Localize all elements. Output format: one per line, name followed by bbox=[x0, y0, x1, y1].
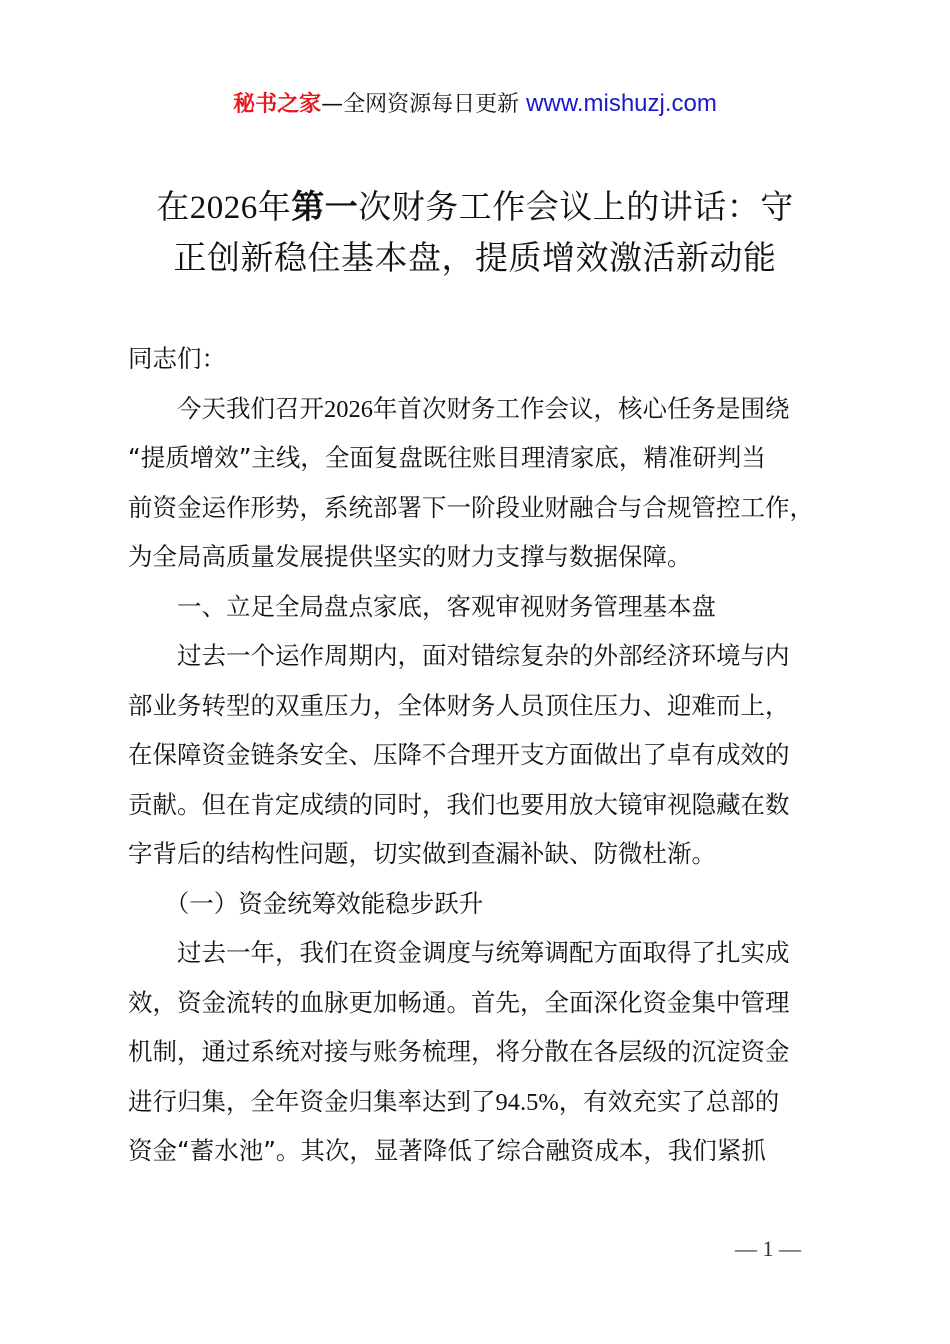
title-text: 次财务工作会议上的讲话：守 bbox=[358, 187, 794, 226]
paragraph-text: ，有效充实了总部的 bbox=[558, 1086, 780, 1116]
paragraph-line: 资金“蓄水池”。其次，显著降低了综合融资成本，我们紧抓 bbox=[128, 1136, 766, 1165]
salutation: 同志们： bbox=[128, 344, 226, 373]
document-title bbox=[100, 182, 850, 283]
paragraph-line: 机制，通过系统对接与账务梳理，将分散在各层级的沉淀资金 bbox=[128, 1037, 790, 1066]
paragraph-line bbox=[128, 1077, 838, 1127]
title-bold-text: 第一 bbox=[291, 187, 359, 226]
banner-tagline: —全网资源每日更新 bbox=[321, 92, 520, 117]
paragraph-line: 为全局高质量发展提供坚实的财力支撑与数据保障。 bbox=[128, 542, 692, 571]
title-text: 在 bbox=[156, 187, 190, 226]
paragraph-line: 前资金运作形势，系统部署下一阶段业财融合与合规管控工作， bbox=[128, 492, 814, 522]
paragraph-text: 年首次财务工作会议，核心任务是围绕 bbox=[373, 393, 790, 423]
paragraph-line: “提质增效”主线，全面复盘既往账目理清家底，精准研判当 bbox=[128, 443, 766, 472]
title-line-2: 正创新稳住基本盘，提质增效激活新动能 bbox=[173, 238, 777, 277]
paragraph-line: 过去一个运作周期内，面对错综复杂的外部经济环境与内 bbox=[128, 641, 790, 670]
year-number: 2026 bbox=[324, 395, 373, 423]
brand-name: 秘书之家 bbox=[233, 92, 322, 117]
paragraph-line: 字背后的结构性问题，切实做到查漏补缺、防微杜渐。 bbox=[128, 839, 716, 868]
paragraph-line: 效，资金流转的血脉更加畅通。首先，全面深化资金集中管理 bbox=[128, 987, 790, 1017]
title-text: 年 bbox=[257, 187, 292, 226]
title-line-1 bbox=[100, 182, 850, 233]
site-banner bbox=[0, 86, 950, 123]
paragraph-text: 今天我们召开 bbox=[128, 393, 324, 423]
paragraph-text: 进行归集，全年资金归集率达到了 bbox=[128, 1086, 496, 1116]
section-heading: 一、立足全局盘点家底，客观审视财务管理基本盘 bbox=[128, 591, 716, 621]
paragraph-line: 在保障资金链条安全、压降不合理开支方面做出了卓有成效的 bbox=[128, 740, 790, 769]
percentage-value: 94.5% bbox=[495, 1088, 559, 1116]
paragraph-line: 贡献。但在肯定成绩的同时，我们也要用放大镜审视隐藏在数 bbox=[128, 789, 790, 819]
paragraph-line bbox=[128, 384, 838, 434]
page-number: — 1 — bbox=[735, 1236, 801, 1261]
paragraph-line: 部业务转型的双重压力，全体财务人员顶住压力、迎难而上， bbox=[128, 690, 790, 720]
title-year: 2026 bbox=[189, 190, 258, 226]
subsection-heading: （一）资金统筹效能稳步跃升 bbox=[128, 888, 484, 918]
paragraph-line: 过去一年，我们在资金调度与统筹调配方面取得了扎实成 bbox=[128, 938, 790, 967]
document-body bbox=[128, 334, 838, 1176]
site-url-link[interactable]: www.mishuzj.com bbox=[526, 90, 717, 117]
